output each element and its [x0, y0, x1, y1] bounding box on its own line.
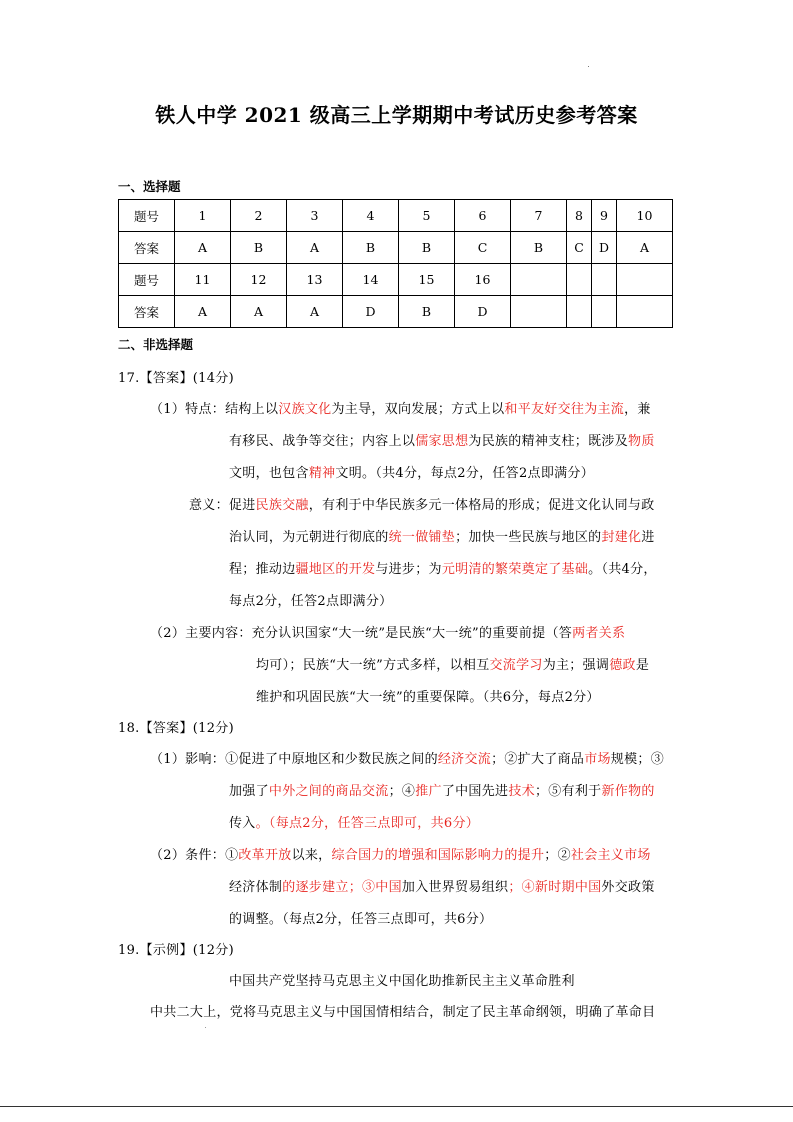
q19-essay-title: 中国共产党坚持马克思主义中国化助推新民主主义革命胜利 — [229, 974, 575, 989]
table-cell — [511, 296, 567, 328]
body-text: 加入世界贸易组织 — [401, 880, 509, 895]
highlight-text: 经济交流 — [437, 752, 492, 767]
body-text: （2）主要内容：充分认识国家“大一统”是民族“大一统”的重要前提（答 — [150, 626, 573, 641]
table-cell: 10 — [617, 200, 673, 232]
row-header-cell: 答案 — [119, 232, 175, 264]
table-row — [119, 264, 673, 296]
body-text: 文明，也包含 — [229, 466, 309, 481]
body-text: 治认同，为元朝进行彻底的 — [229, 530, 389, 545]
row-header-cell: 答案 — [119, 296, 175, 328]
stray-dot — [588, 66, 589, 67]
table-cell: D — [343, 296, 399, 328]
table-row — [119, 232, 673, 264]
body-text: 有移民、战争等交往；内容上以 — [229, 434, 416, 449]
highlight-text: 统一做铺垫 — [388, 530, 456, 545]
body-text: ；⑤有利于 — [534, 784, 602, 799]
table-cell: B — [231, 232, 287, 264]
highlight-text: 。（每点2分，任答三点即可，共6分） — [255, 816, 480, 831]
page-title: 铁人中学 2021 级高三上学期期中考试历史参考答案 — [155, 103, 638, 127]
table-cell: 7 — [511, 200, 567, 232]
q17-p1-line7: 每点2分，任答2点即满分） — [229, 594, 393, 609]
body-text: 。（共4分， — [588, 562, 657, 577]
answer-table — [118, 199, 673, 328]
q19-first-line: 中共二大上，党将马克思主义与中国国情相结合，制定了民主革命纲领，明确了革命目 — [150, 1005, 656, 1020]
body-text: 程；推动边 — [229, 562, 296, 577]
body-text: 加强了 — [229, 784, 269, 799]
table-cell: 14 — [343, 264, 399, 296]
highlight-text: 儒家思想 — [415, 434, 469, 449]
body-text: 为主导，双向发展；方式上以 — [331, 402, 505, 417]
body-text: 规模；③ — [610, 752, 664, 767]
body-text: ；②扩大了商品 — [491, 752, 585, 767]
body-text: （1）特点：结构上以 — [150, 402, 279, 417]
highlight-text: 交流学习 — [489, 658, 543, 673]
q18-p2-line1 — [150, 844, 651, 863]
q17-p1-line5 — [229, 526, 655, 545]
table-cell: 2 — [231, 200, 287, 232]
highlight-text: 元明清的繁荣奠定了基础 — [441, 562, 589, 577]
table-cell: 5 — [399, 200, 455, 232]
highlight-text: 新作物的 — [601, 784, 655, 799]
highlight-text: 疆地区的开发 — [295, 562, 376, 577]
highlight-text: 综合国力的增强和国际影响力的提升 — [331, 848, 545, 863]
q17-p1-line4 — [189, 494, 655, 513]
highlight-text: 德政 — [609, 658, 636, 673]
table-cell: 8 — [567, 200, 592, 232]
highlight-text: 社会主义市场 — [570, 848, 651, 863]
table-cell: A — [287, 232, 343, 264]
body-text: ；② — [544, 848, 571, 863]
body-text: 了中国先进 — [441, 784, 509, 799]
highlight-text: 技术 — [508, 784, 535, 799]
highlight-text: 中外之间的商品交流 — [268, 784, 389, 799]
highlight-text: 汉族文化 — [278, 402, 332, 417]
q17-p1-line6 — [229, 558, 657, 577]
body-text: （2）条件：① — [150, 848, 239, 863]
q18-p2-line3: 的调整。（每点2分，任答三点即可，共6分） — [229, 912, 493, 927]
highlight-text: 的逐步建立；③中国 — [282, 880, 402, 895]
body-text: ；④ — [388, 784, 416, 799]
q17-p1-line1 — [150, 398, 651, 417]
q19-heading: 19.【示例】(12分) — [118, 943, 234, 958]
table-cell: B — [399, 232, 455, 264]
table-cell: 9 — [592, 200, 617, 232]
body-text: 为主；强调 — [542, 658, 610, 673]
highlight-text: 市场 — [584, 752, 611, 767]
body-text: 与进步；为 — [375, 562, 442, 577]
highlight-text: 民族交融 — [255, 498, 309, 513]
table-cell — [592, 296, 617, 328]
q18-p1-line1 — [150, 748, 664, 767]
highlight-text: ；④新时期中国 — [508, 880, 602, 895]
body-text: ，兼 — [624, 402, 651, 417]
highlight-text: 和平友好交往为主流 — [504, 402, 625, 417]
body-text: ；加快一些民族与地区的 — [455, 530, 602, 545]
highlight-text: 推广 — [415, 784, 442, 799]
row-header-cell: 题号 — [119, 200, 175, 232]
table-cell: D — [455, 296, 511, 328]
table-cell: B — [343, 232, 399, 264]
row-header-cell: 题号 — [119, 264, 175, 296]
q18-p1-line2 — [229, 780, 655, 799]
q18-p2-line2 — [229, 876, 655, 895]
table-cell — [511, 264, 567, 296]
table-cell: A — [287, 296, 343, 328]
q17-heading: 17.【答案】(14分) — [118, 371, 234, 386]
q18-p1-line3 — [229, 812, 479, 831]
body-text: （1）影响：①促进了中原地区和少数民族之间的 — [150, 752, 438, 767]
body-text: 为民族的精神支柱；既涉及 — [468, 434, 629, 449]
q17-p2-line2 — [256, 654, 649, 673]
section-heading-nonchoice: 二、非选择题 — [118, 337, 194, 352]
table-cell: B — [399, 296, 455, 328]
table-cell: 12 — [231, 264, 287, 296]
table-row — [119, 296, 673, 328]
stray-dot — [205, 1027, 206, 1028]
body-text: ，有利于中华民族多元一体格局的形成；促进文化认同与政 — [308, 498, 655, 513]
table-cell: A — [617, 232, 673, 264]
page-bottom-rule — [0, 1106, 793, 1107]
body-text: 经济体制 — [229, 880, 283, 895]
body-text: 均可）；民族“大一统”方式多样，以相互 — [256, 658, 490, 673]
body-text: 意义：促进 — [189, 498, 256, 513]
q17-p2-line3: 维护和巩固民族“大一统”的重要保障。（共6分，每点2分） — [256, 690, 600, 705]
body-text: 传入 — [229, 816, 256, 831]
table-row — [119, 200, 673, 232]
table-cell: D — [592, 232, 617, 264]
section-heading-choice: 一、选择题 — [118, 179, 181, 194]
body-text: 是 — [635, 658, 650, 673]
table-cell: 16 — [455, 264, 511, 296]
q18-heading: 18.【答案】(12分) — [118, 721, 234, 736]
table-cell — [567, 296, 592, 328]
table-cell: 1 — [175, 200, 231, 232]
body-text: 文明。（共4分，每点2分，任答2点即满分） — [335, 466, 595, 481]
table-cell: C — [455, 232, 511, 264]
table-cell: 6 — [455, 200, 511, 232]
highlight-text: 物质 — [628, 434, 655, 449]
body-text: 进 — [641, 530, 655, 545]
q17-p1-line3 — [229, 462, 594, 481]
table-cell: 3 — [287, 200, 343, 232]
table-cell: 13 — [287, 264, 343, 296]
body-text: 外交政策 — [601, 880, 655, 895]
table-cell: A — [175, 232, 231, 264]
table-cell: A — [231, 296, 287, 328]
table-cell: B — [511, 232, 567, 264]
table-cell: A — [175, 296, 231, 328]
highlight-text: 改革开放 — [238, 848, 292, 863]
highlight-text: 两者关系 — [572, 626, 626, 641]
q17-p2-line1 — [150, 622, 625, 641]
table-cell — [617, 296, 673, 328]
table-cell: 15 — [399, 264, 455, 296]
table-cell — [617, 264, 673, 296]
table-cell — [567, 264, 592, 296]
table-cell: C — [567, 232, 592, 264]
q17-p1-line2 — [229, 430, 655, 449]
table-cell: 11 — [175, 264, 231, 296]
body-text: 以来， — [291, 848, 332, 863]
table-cell — [592, 264, 617, 296]
highlight-text: 精神 — [308, 466, 336, 481]
highlight-text: 封建化 — [601, 530, 642, 545]
table-cell: 4 — [343, 200, 399, 232]
